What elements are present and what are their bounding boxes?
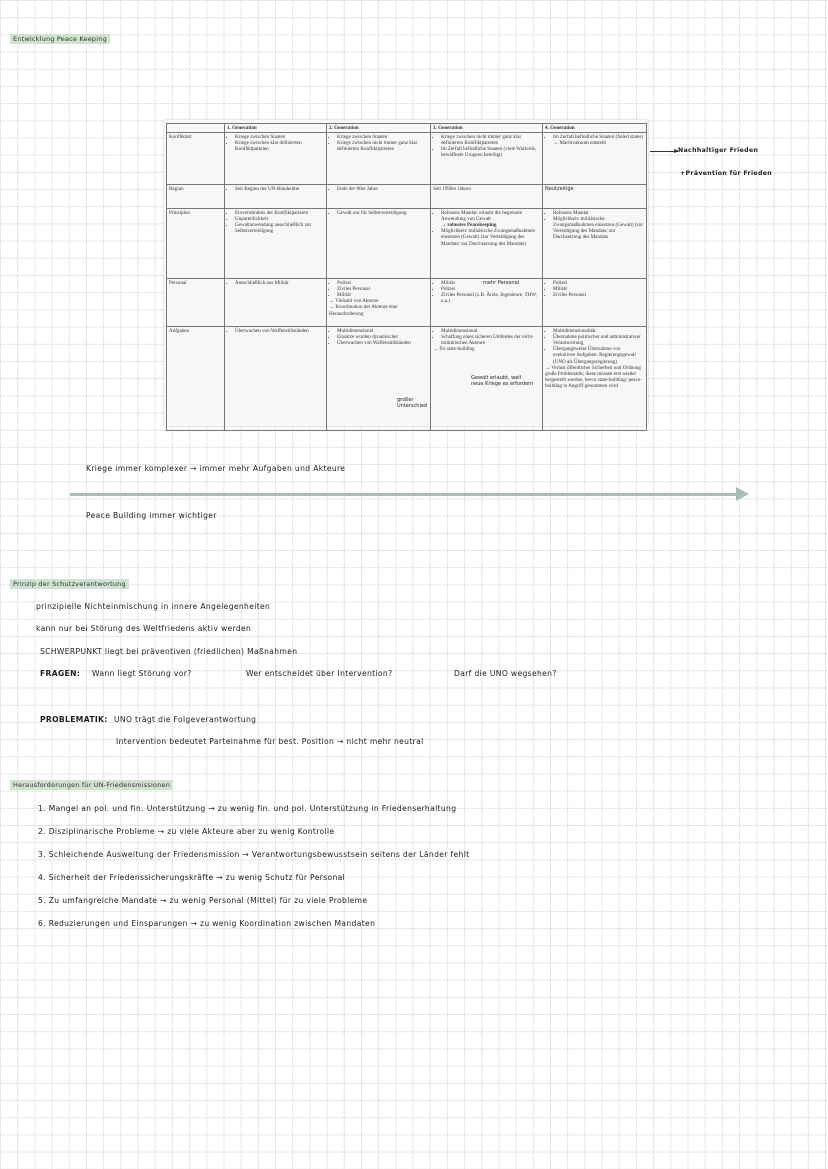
generations-table-photo (164, 120, 648, 426)
table-cell (431, 327, 543, 431)
table-cell (327, 327, 431, 431)
cell-item: • Polizei (441, 286, 540, 292)
row-label: Prinzipien (167, 209, 225, 279)
table-header-cell: 2. Generation (327, 124, 431, 133)
table-cell (225, 327, 327, 431)
cell-item: • Einsätze wurden dynamischer (337, 334, 428, 340)
cell-note: → robustes Peacekeeping (441, 222, 497, 229)
row-label: Aufgaben (167, 327, 225, 431)
frage-3: Darf die UNO wegsehen? (454, 669, 557, 678)
cell-item: • Möglichkeit: militärische Zwangsmaßnahmen einsetzen (Gewalt) (zur Verteidigung des Mandats/ zur Durchsetzung des Mandats (553, 216, 644, 240)
table-cell (327, 185, 431, 209)
handwritten-cell-item: Neutzeitige (545, 186, 574, 193)
table-row (167, 327, 647, 431)
cell-item: • Unparteilichkeit (235, 216, 324, 222)
table-cell (431, 209, 543, 279)
challenge-item: 6. Reduzierungen und Einsparungen → zu wenig Koordination zwischen Mandaten (38, 919, 376, 928)
principle-line-1: prinzipielle Nichteinmischung in innere Angelegenheiten (36, 602, 271, 611)
table-header-cell: 1. Generation (225, 124, 327, 133)
section-heading-schutzverantwortung: Prinzip der Schutzverantwortung (10, 579, 129, 589)
table-row (167, 279, 647, 327)
cell-item: • Kriege zwischen klar definierten Konfliktparteien (235, 140, 324, 152)
cell-item: • Polizei (337, 280, 428, 286)
table-cell (225, 279, 327, 327)
challenge-item: 4. Sicherheit der Friedenssicherungskräfte → zu wenig Schutz für Personal (38, 873, 346, 882)
cell-item: • Robustes Mandat: erlaubt die begrenzte Anwendung von Gewalt (441, 210, 540, 222)
cell-note: → für state-building (433, 346, 475, 353)
cell-item: • Möglichkeit: militärische Zwangsmaßnahmen einsetzen (Gewalt) (zur Verteidigung des Mandats/ zur Durchsetzung des Mandats) (441, 228, 540, 246)
arrow-icon (650, 151, 678, 152)
row-label: Konfliktart (167, 133, 225, 185)
row-label: Personal (167, 279, 225, 327)
table-cell (327, 279, 431, 327)
table-cell (431, 133, 543, 185)
cell-item: • Einverständnis der Konfliktparteien (235, 210, 324, 216)
cell-item: • Kriege zwischen Staaten (235, 134, 324, 140)
cell-item: • Schaffung eines sicheren Umfeldes der nicht-militärischen Akteure (441, 334, 540, 346)
table-cell (431, 279, 543, 327)
problem-2: Intervention bedeutet Parteinahme für best. Position → nicht mehr neutral (116, 737, 424, 746)
cell-item: • Multidimensional (337, 328, 428, 334)
side-note-praevention: +Prävention für Frieden (680, 170, 773, 177)
cell-item: • Übergangsweise Übernahme von exekutiven Aufgaben: Regierungsgewalt (UNO als Übergangsregierung) (553, 346, 644, 364)
handwritten-note-gewalt: Gewalt erlaubt, weil neue Kriege es erfordern (471, 375, 534, 388)
cell-item: • Im Zerfall befindliche Staaten (failed states) → Machtvakuum entsteht (553, 134, 644, 146)
cell-item: • Ausschließlich aus Militär (235, 280, 324, 286)
table-cell (225, 185, 327, 209)
timeline-note-bottom: Peace Building immer wichtiger (86, 511, 217, 520)
cell-item: • Militär (337, 292, 428, 298)
cell-item: • Militär (553, 286, 644, 292)
handwritten-note-grosser-unterschied: großer Unterschied (397, 397, 428, 410)
table-cell (543, 209, 647, 279)
side-note-nachhaltiger-frieden: Nachhaltiger Frieden (678, 147, 759, 154)
frage-2: Wer entscheidet über Intervention? (246, 669, 393, 678)
table-cell (225, 209, 327, 279)
principle-line-2: kann nur bei Störung des Weltfriedens aktiv werden (36, 624, 252, 633)
table-cell (327, 133, 431, 185)
table-header-cell: 4. Generation (543, 124, 647, 133)
cell-item: • Polizei (553, 280, 644, 286)
frage-1: Wann liegt Störung vor? (92, 669, 192, 678)
problematik-label: PROBLEMATIK: (40, 715, 108, 724)
table-cell (543, 327, 647, 431)
cell-item: • Multidimensionalität (553, 328, 644, 334)
table-cell (543, 133, 647, 185)
cell-item: • Übernahme politischer und administrativer Verantwortung (553, 334, 644, 346)
timeline-arrow-head-icon (736, 487, 749, 501)
cell-item: • Ziviles Personal (z.B. Ärzte, Ingenieure, THW, u.a.) (441, 292, 540, 304)
cell-item: • Überwachen von Waffenstillständen (337, 340, 428, 346)
generations-table (166, 123, 647, 431)
cell-item: • Seit Beginn der UN-Blauhelme (235, 186, 324, 192)
cell-item: Seit 1990er Jahren (433, 186, 471, 193)
table-header-cell (167, 124, 225, 133)
table-cell (225, 133, 327, 185)
row-label: Beginn (167, 185, 225, 209)
challenge-item: 2. Disziplinarische Probleme → zu viele Akteure aber zu wenig Kontrolle (38, 827, 335, 836)
table-cell (431, 185, 543, 209)
fragen-label: FRAGEN: (40, 669, 81, 678)
cell-item: • Ziviles Personal (553, 292, 644, 298)
section-heading-herausforderungen: Herausforderungen für UN-Friedensmissionen (10, 780, 173, 790)
table-cell (543, 279, 647, 327)
cell-item: • Robustes Mandat (553, 210, 644, 216)
cell-item: • Militär (441, 280, 540, 286)
cell-item: • Gewaltanwendung ausschließlich zur Selbstverteidigung (235, 222, 324, 234)
cell-item: • Ziviles Personal (337, 286, 428, 292)
cell-item: • Ende der 80er Jahre (337, 186, 428, 192)
table-row (167, 133, 647, 185)
cell-note: → Koordination der Akteure eine Herausforderung (329, 304, 398, 317)
problem-1: UNO trägt die Folgeverantwortung (114, 715, 257, 724)
timeline-note-top: Kriege immer komplexer → immer mehr Aufgaben und Akteure (86, 464, 346, 473)
table-row (167, 209, 647, 279)
principle-line-3: SCHWERPUNKT liegt bei präventiven (friedlichen) Maßnahmen (40, 647, 298, 656)
handwritten-note-mehr-personal: mehr Personal (483, 280, 520, 287)
section-heading-peacekeeping: Entwicklung Peace Keeping (10, 34, 110, 44)
cell-note: → Vielzahl von Akteure (329, 298, 379, 305)
table-row (167, 185, 647, 209)
table-cell (543, 185, 647, 209)
cell-item: • Überwachen von Waffenstillständen (235, 328, 324, 334)
cell-item: • Kriege zwischen nicht immer ganz klar definierten Konfliktparteien (337, 140, 428, 152)
table-header-row (167, 124, 647, 133)
cell-item: • Gewalt nur für Selbstverteidigung (337, 210, 428, 216)
table-cell (327, 209, 431, 279)
challenge-item: 1. Mangel an pol. und fin. Unterstützung → zu wenig fin. und pol. Unterstützung in Friedenserhaltung (38, 804, 457, 813)
cell-note: → Verlust öffentlicher Sicherheit und Ordnung große Problematik; diese müssen erst wieder hergestellt werden, bevor state-building/ peace-building in Angriff genommen wird (545, 364, 642, 389)
table-header-cell: 3. Generation (431, 124, 543, 133)
cell-item: • Kriege zwischen nicht immer ganz klar definierten Konfliktparteien (441, 134, 540, 146)
cell-item: • Im Zerfall befindliche Staaten (viele Warlords, bewaffnete Gruppen beteiligt) (441, 146, 540, 158)
cell-item: • Kriege zwischen Staaten (337, 134, 428, 140)
challenge-item: 3. Schleichende Ausweitung der Friedensmission → Verantwortungsbewusstsein seitens der Länder fehlt (38, 850, 470, 859)
cell-item: • Multidimensional (441, 328, 540, 334)
timeline-arrow-line (70, 493, 740, 496)
challenge-item: 5. Zu umfangreiche Mandate → zu wenig Personal (Mittel) für zu viele Probleme (38, 896, 368, 905)
